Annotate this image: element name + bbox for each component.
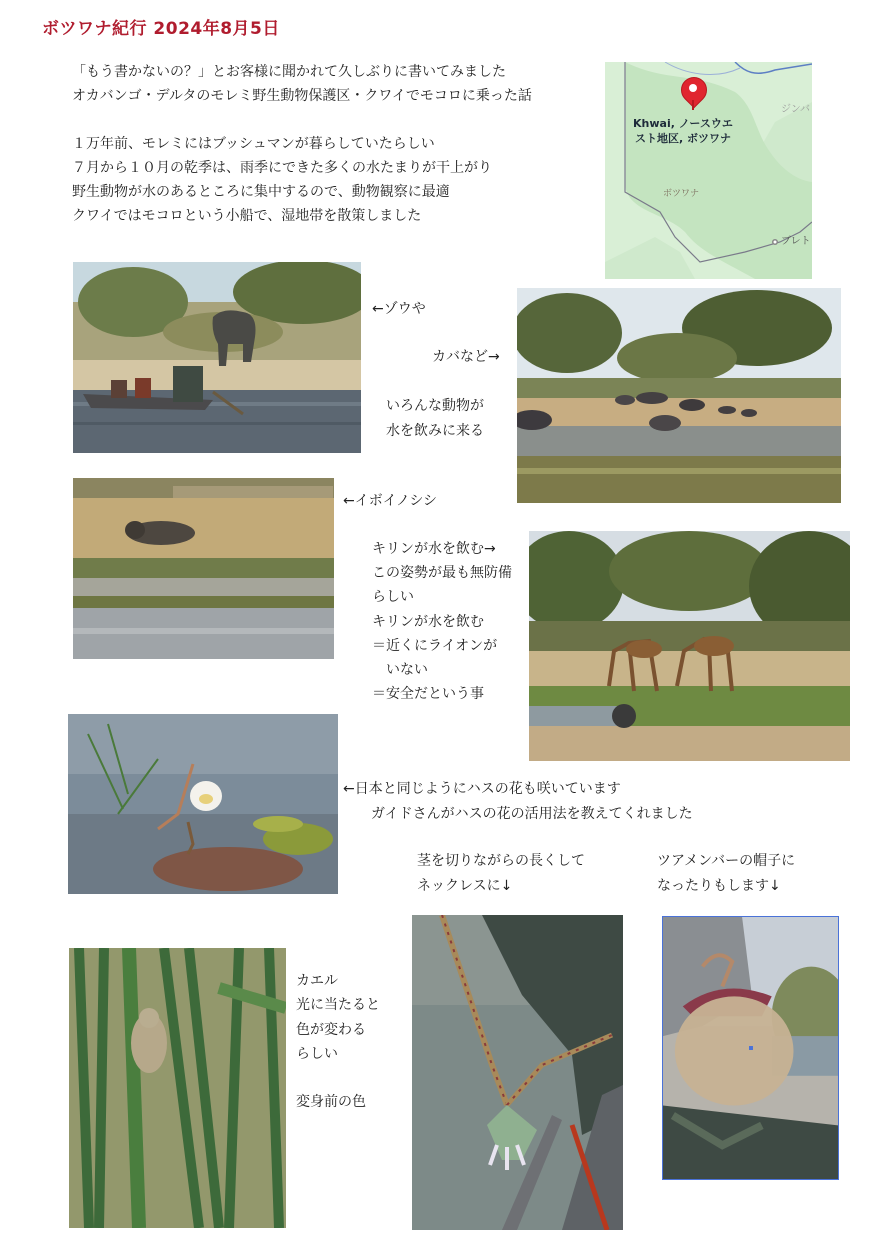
intro-line: ７月から１０月の乾季は、雨季にできた多くの水たまりが干上がり [72, 160, 492, 176]
page-title: ボツワナ紀行 2024年8月5日 [42, 19, 280, 39]
caption-hat: ツアメンバーの帽子に なったりもします↓ [657, 853, 796, 894]
intro-line: オカバンゴ・デルタのモレミ野生動物保護区・クワイでモコロに乗った話 [72, 88, 532, 104]
caption-giraffe: キリンが水を飲む→ この姿勢が最も無防備 らしい キリンが水を飲む ＝近くにライオンが いない ＝安全だという事 [372, 541, 512, 703]
photo-elephant-mokoro [73, 262, 361, 453]
photo-lotus [68, 714, 338, 894]
map-pin-stem [692, 100, 694, 110]
caption-lotus: ←日本と同じようにハスの花も咲いています ガイドさんがハスの花の活用法を教えてくれました [343, 781, 693, 822]
intro-text [72, 60, 532, 228]
intro-line: １万年前、モレミにはブッシュマンが暮らしていたらしい [72, 136, 435, 152]
intro-line: 野生動物が水のあるところに集中するので、動物観察に最適 [72, 184, 450, 200]
caption-necklace: 茎を切りながらの長くして ネックレスに↓ [417, 853, 585, 894]
location-map [605, 62, 812, 279]
intro-line [72, 108, 532, 132]
map-city-label: ブレト [781, 236, 811, 247]
caption-animals: いろんな動物が 水を飲みに来る [386, 398, 484, 439]
map-pin-label: Khwai, ノースウエ スト地区, ボツワナ [633, 117, 733, 145]
photo-frog [69, 948, 286, 1228]
caption-frog: カエル 光に当たると 色が変わる らしい 変身前の色 [296, 973, 380, 1111]
photo-lotus-hat [662, 916, 839, 1180]
map-region-label: ジンバ [781, 104, 811, 115]
photo-hippos [517, 288, 841, 503]
photo-giraffes [529, 531, 850, 761]
photo-warthog [73, 478, 334, 659]
caption-hippo: カバなど→ [432, 349, 500, 365]
caption-warthog: ←イボイノシシ [343, 493, 437, 509]
photo-lotus-necklace [412, 915, 623, 1230]
map-pin-dot-icon [689, 84, 697, 92]
intro-line: 「もう書かないの？」とお客様に聞かれて久しぶりに書いてみました [72, 64, 506, 80]
map-country-label: ボツワナ [663, 189, 700, 199]
intro-line: クワイではモコロという小船で、湿地帯を散策しました [72, 208, 422, 224]
caption-elephant: ←ゾウや [372, 301, 426, 317]
